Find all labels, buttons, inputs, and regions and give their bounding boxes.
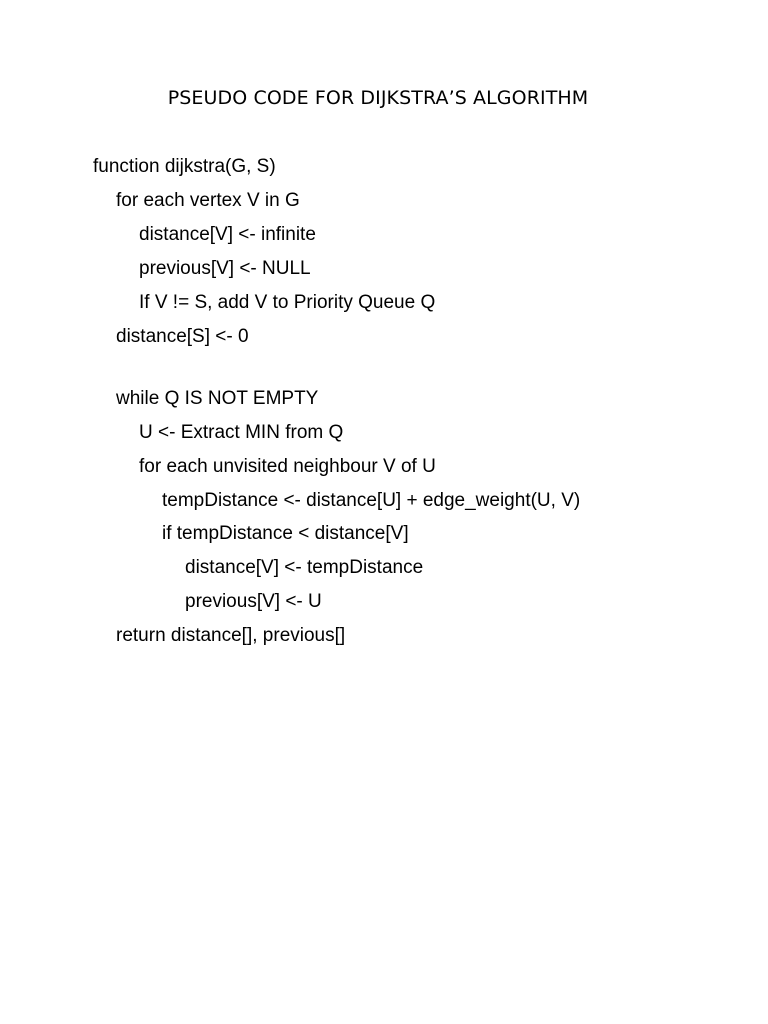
code-line: while Q IS NOT EMPTY <box>116 388 319 409</box>
code-line: distance[S] <- 0 <box>116 326 249 347</box>
code-line: function dijkstra(G, S) <box>93 156 276 177</box>
code-line: for each unvisited neighbour V of U <box>139 456 436 477</box>
code-line: distance[V] <- tempDistance <box>185 557 424 578</box>
code-line: distance[V] <- infinite <box>139 224 316 245</box>
code-line: return distance[], previous[] <box>116 625 346 646</box>
code-line: for each vertex V in G <box>116 190 300 211</box>
code-line: previous[V] <- U <box>185 591 322 612</box>
code-line: if tempDistance < distance[V] <box>162 523 409 544</box>
code-line: If V != S, add V to Priority Queue Q <box>139 292 436 313</box>
document-title: PSEUDO CODE FOR DIJKSTRA’S ALGORITHM <box>167 87 589 109</box>
code-line: U <- Extract MIN from Q <box>139 422 344 443</box>
code-line: tempDistance <- distance[U] + edge_weight(U, V) <box>162 490 581 511</box>
code-line: previous[V] <- NULL <box>139 258 311 279</box>
